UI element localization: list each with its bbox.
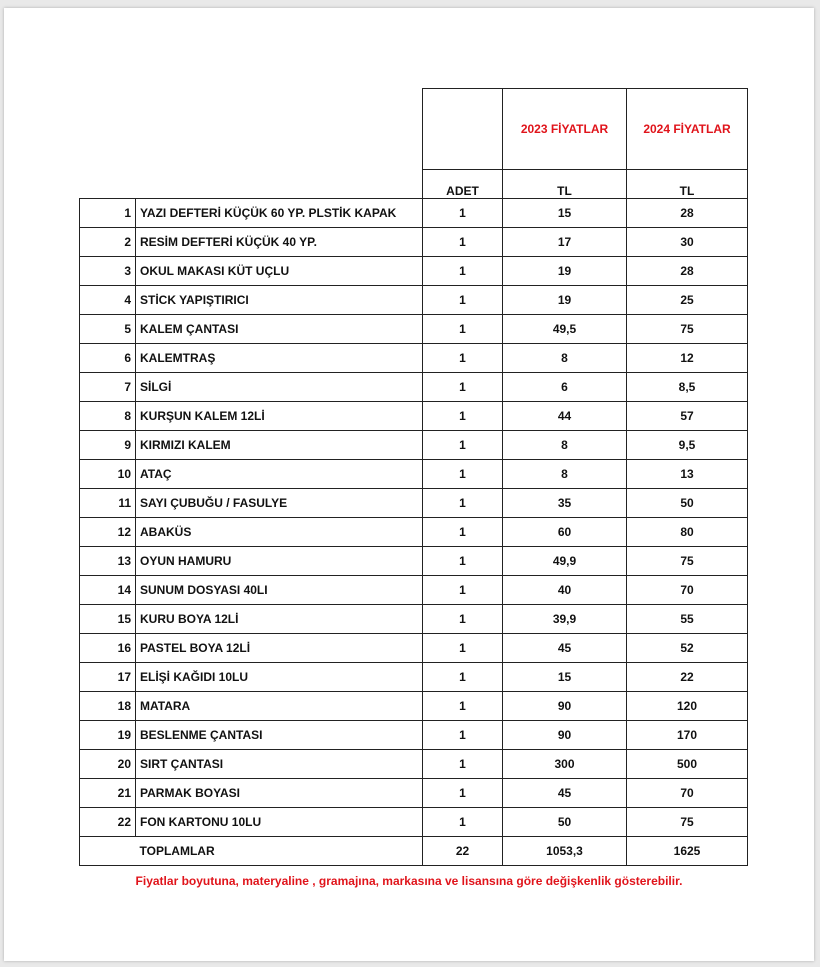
- row-number: 21: [80, 778, 136, 807]
- item-price-2024: 75: [627, 546, 748, 575]
- item-price-2024: 28: [627, 198, 748, 227]
- table-row: [80, 720, 748, 749]
- totals-qty: 22: [423, 836, 503, 865]
- item-name: ABAKÜS: [136, 517, 423, 546]
- item-qty: 1: [423, 633, 503, 662]
- row-number: 20: [80, 749, 136, 778]
- item-price-2023: 8: [503, 343, 627, 372]
- table-row: [80, 343, 748, 372]
- item-qty: 1: [423, 575, 503, 604]
- item-price-2023: 90: [503, 691, 627, 720]
- header-year-row: [80, 89, 748, 170]
- header-empty-cell: [423, 89, 503, 170]
- item-price-2023: 6: [503, 372, 627, 401]
- item-name: RESİM DEFTERİ KÜÇÜK 40 YP.: [136, 227, 423, 256]
- table-row: [80, 691, 748, 720]
- item-price-2023: 300: [503, 749, 627, 778]
- item-name: BESLENME ÇANTASI: [136, 720, 423, 749]
- item-price-2023: 19: [503, 256, 627, 285]
- item-qty: 1: [423, 488, 503, 517]
- item-price-2024: 9,5: [627, 430, 748, 459]
- table-row: [80, 198, 748, 227]
- item-price-2023: 45: [503, 633, 627, 662]
- item-name: SİLGİ: [136, 372, 423, 401]
- header-unit-2024: TL: [627, 170, 748, 199]
- table-row: [80, 430, 748, 459]
- item-name: SUNUM DOSYASI 40LI: [136, 575, 423, 604]
- item-price-2024: 25: [627, 285, 748, 314]
- table-row: [80, 575, 748, 604]
- item-price-2024: 70: [627, 575, 748, 604]
- item-price-2024: 8,5: [627, 372, 748, 401]
- item-qty: 1: [423, 372, 503, 401]
- header-blank: [80, 89, 423, 170]
- item-qty: 1: [423, 285, 503, 314]
- table-row: [80, 778, 748, 807]
- item-name: KALEM ÇANTASI: [136, 314, 423, 343]
- row-number: 13: [80, 546, 136, 575]
- table-row: [80, 546, 748, 575]
- row-number: 19: [80, 720, 136, 749]
- item-name: OKUL MAKASI KÜT UÇLU: [136, 256, 423, 285]
- item-price-2023: 40: [503, 575, 627, 604]
- item-name: ATAÇ: [136, 459, 423, 488]
- row-number: 1: [80, 198, 136, 227]
- row-number: 15: [80, 604, 136, 633]
- header-blank: [80, 170, 423, 199]
- table-row: [80, 517, 748, 546]
- item-name: MATARA: [136, 691, 423, 720]
- header-unit-2023: TL: [503, 170, 627, 199]
- row-number: 11: [80, 488, 136, 517]
- item-price-2023: 8: [503, 459, 627, 488]
- item-price-2024: 52: [627, 633, 748, 662]
- item-name: FON KARTONU 10LU: [136, 807, 423, 836]
- item-qty: 1: [423, 401, 503, 430]
- row-number: 14: [80, 575, 136, 604]
- totals-price-2023: 1053,3: [503, 836, 627, 865]
- row-number: 6: [80, 343, 136, 372]
- table-row: [80, 488, 748, 517]
- table-row: [80, 256, 748, 285]
- item-qty: 1: [423, 459, 503, 488]
- item-name: STİCK YAPIŞTIRICI: [136, 285, 423, 314]
- item-price-2023: 60: [503, 517, 627, 546]
- item-price-2024: 28: [627, 256, 748, 285]
- item-qty: 1: [423, 720, 503, 749]
- item-price-2024: 50: [627, 488, 748, 517]
- row-number: 12: [80, 517, 136, 546]
- item-price-2023: 39,9: [503, 604, 627, 633]
- item-price-2023: 35: [503, 488, 627, 517]
- table-row: [80, 459, 748, 488]
- item-qty: 1: [423, 691, 503, 720]
- item-qty: 1: [423, 198, 503, 227]
- item-name: KURU BOYA 12Lİ: [136, 604, 423, 633]
- item-name: ELİŞİ KAĞIDI 10LU: [136, 662, 423, 691]
- item-name: YAZI DEFTERİ KÜÇÜK 60 YP. PLSTİK KAPAK: [136, 198, 423, 227]
- row-number: 16: [80, 633, 136, 662]
- item-qty: 1: [423, 430, 503, 459]
- item-name: KIRMIZI KALEM: [136, 430, 423, 459]
- totals-blank: [80, 836, 136, 865]
- item-qty: 1: [423, 314, 503, 343]
- item-qty: 1: [423, 343, 503, 372]
- table-row: [80, 633, 748, 662]
- item-price-2023: 90: [503, 720, 627, 749]
- row-number: 10: [80, 459, 136, 488]
- item-qty: 1: [423, 604, 503, 633]
- item-name: SIRT ÇANTASI: [136, 749, 423, 778]
- row-number: 2: [80, 227, 136, 256]
- table-row: [80, 372, 748, 401]
- table-row: [80, 662, 748, 691]
- row-number: 18: [80, 691, 136, 720]
- item-price-2024: 57: [627, 401, 748, 430]
- item-price-2024: 22: [627, 662, 748, 691]
- item-price-2024: 70: [627, 778, 748, 807]
- item-price-2024: 120: [627, 691, 748, 720]
- row-number: 22: [80, 807, 136, 836]
- item-price-2024: 170: [627, 720, 748, 749]
- table-row: [80, 807, 748, 836]
- price-disclaimer-note: Fiyatlar boyutuna, materyaline , gramajına, markasına ve lisansına göre değişkenlik gösterebilir.: [135, 874, 683, 888]
- table-row: [80, 285, 748, 314]
- item-name: PARMAK BOYASI: [136, 778, 423, 807]
- header-qty: ADET: [423, 170, 503, 199]
- row-number: 5: [80, 314, 136, 343]
- header-unit-row: [80, 170, 748, 199]
- item-qty: 1: [423, 662, 503, 691]
- item-qty: 1: [423, 256, 503, 285]
- item-qty: 1: [423, 227, 503, 256]
- item-price-2024: 75: [627, 807, 748, 836]
- item-price-2023: 50: [503, 807, 627, 836]
- item-qty: 1: [423, 749, 503, 778]
- row-number: 7: [80, 372, 136, 401]
- table-row: [80, 401, 748, 430]
- header-2023-prices: 2023 FİYATLAR: [503, 89, 627, 170]
- item-price-2023: 15: [503, 198, 627, 227]
- item-name: OYUN HAMURU: [136, 546, 423, 575]
- item-name: KALEMTRAŞ: [136, 343, 423, 372]
- item-price-2024: 80: [627, 517, 748, 546]
- totals-price-2024: 1625: [627, 836, 748, 865]
- table-row: [80, 314, 748, 343]
- item-price-2023: 49,9: [503, 546, 627, 575]
- item-price-2024: 30: [627, 227, 748, 256]
- item-price-2023: 15: [503, 662, 627, 691]
- item-name: PASTEL BOYA 12Lİ: [136, 633, 423, 662]
- item-qty: 1: [423, 546, 503, 575]
- item-qty: 1: [423, 807, 503, 836]
- price-comparison-table: [79, 88, 748, 866]
- document-page: [4, 8, 814, 961]
- item-qty: 1: [423, 778, 503, 807]
- row-number: 9: [80, 430, 136, 459]
- row-number: 17: [80, 662, 136, 691]
- item-price-2024: 75: [627, 314, 748, 343]
- item-price-2023: 8: [503, 430, 627, 459]
- item-price-2024: 13: [627, 459, 748, 488]
- table-row: [80, 604, 748, 633]
- item-price-2023: 49,5: [503, 314, 627, 343]
- item-name: KURŞUN KALEM 12Lİ: [136, 401, 423, 430]
- row-number: 4: [80, 285, 136, 314]
- item-price-2023: 17: [503, 227, 627, 256]
- item-price-2024: 500: [627, 749, 748, 778]
- header-2024-prices: 2024 FİYATLAR: [627, 89, 748, 170]
- item-qty: 1: [423, 517, 503, 546]
- row-number: 8: [80, 401, 136, 430]
- table-row: [80, 749, 748, 778]
- table-row: [80, 227, 748, 256]
- item-price-2023: 45: [503, 778, 627, 807]
- item-price-2023: 19: [503, 285, 627, 314]
- item-name: SAYI ÇUBUĞU / FASULYE: [136, 488, 423, 517]
- totals-row: [80, 836, 748, 865]
- item-price-2024: 55: [627, 604, 748, 633]
- item-price-2024: 12: [627, 343, 748, 372]
- item-price-2023: 44: [503, 401, 627, 430]
- row-number: 3: [80, 256, 136, 285]
- totals-label: TOPLAMLAR: [136, 836, 423, 865]
